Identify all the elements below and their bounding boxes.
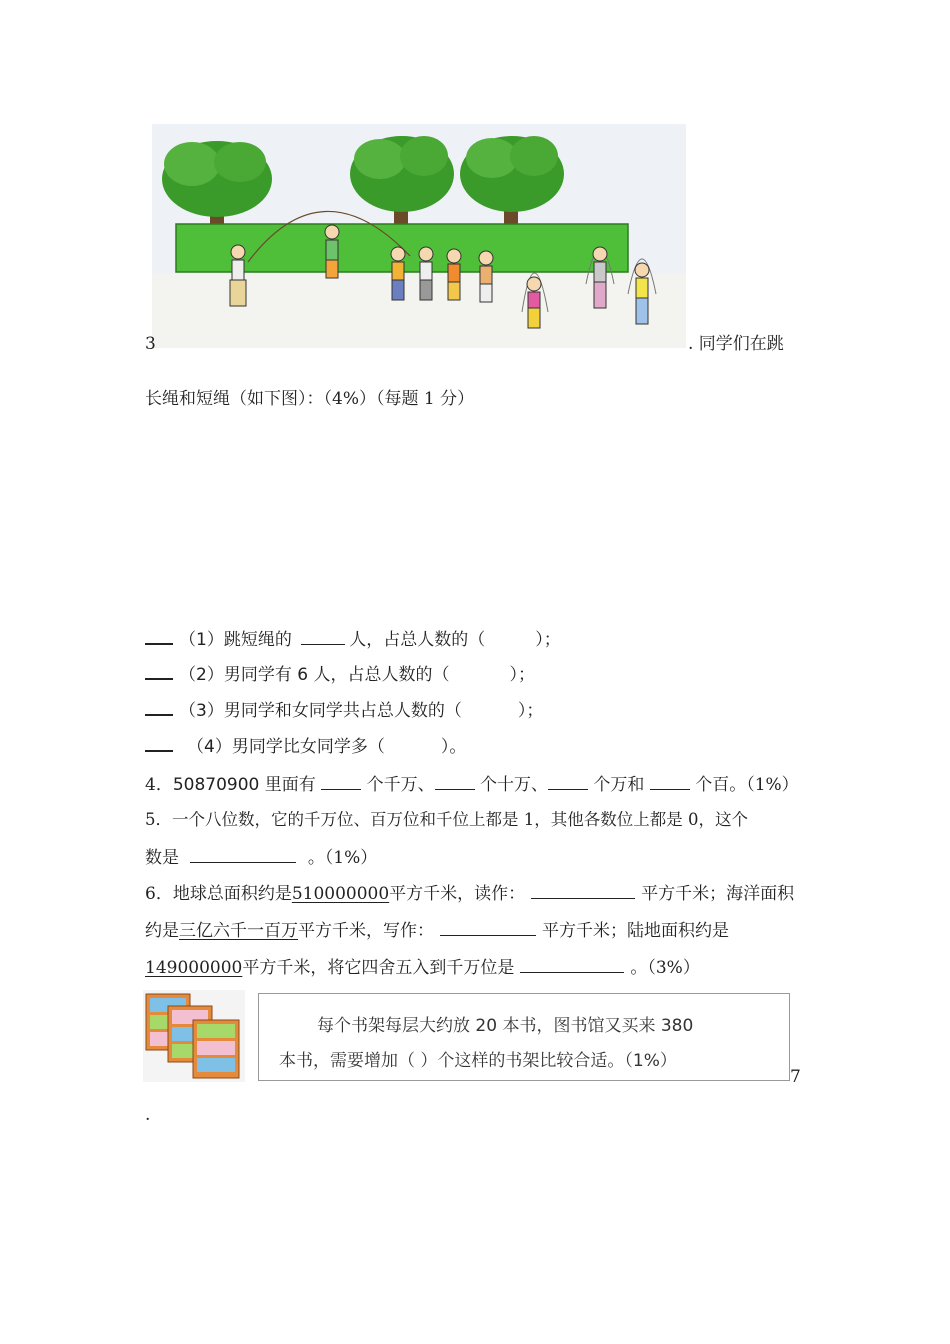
answer-blank[interactable] bbox=[531, 882, 635, 899]
question-3-item-4: （4）男同学比女同学多（ ）。 bbox=[145, 736, 466, 758]
question-7-box bbox=[258, 993, 790, 1081]
answer-mark bbox=[145, 702, 173, 716]
question-6-line-2: 约是三亿六千一百万平方千米，写作： 平方千米；陆地面积约是 bbox=[145, 921, 729, 941]
question-3-number: 3 bbox=[145, 334, 156, 354]
answer-blank[interactable] bbox=[520, 956, 624, 973]
question-7-number: 7 bbox=[790, 1067, 801, 1087]
question-7-line-2: 本书，需要增加（ ）个这样的书架比较合适。（1%） bbox=[279, 1051, 677, 1071]
jump-rope-illustration bbox=[152, 124, 686, 348]
answer-blank[interactable] bbox=[321, 773, 361, 790]
question-4: 4．50870900 里面有 个千万、 个十万、 个万和 个百。（1%） bbox=[145, 775, 799, 795]
answer-blank[interactable] bbox=[440, 919, 536, 936]
question-3-item-3: （3）男同学和女同学共占总人数的（ ）； bbox=[145, 700, 543, 722]
question-6-line-1: 6．地球总面积约是510000000平方千米，读作： 平方千米；海洋面积 bbox=[145, 884, 795, 904]
bookshelf-image bbox=[143, 990, 245, 1082]
question-7-line-1: 每个书架每层大约放 20 本书，图书馆又买来 380 bbox=[317, 1016, 694, 1036]
question-7-dot: . bbox=[145, 1105, 151, 1125]
answer-blank[interactable] bbox=[301, 628, 345, 645]
answer-blank[interactable] bbox=[548, 773, 588, 790]
question-3-intro-tail: . 同学们在跳 bbox=[688, 334, 784, 354]
question-6-line-3: 149000000平方千米，将它四舍五入到千万位是 。（3%） bbox=[145, 958, 700, 978]
answer-blank[interactable] bbox=[190, 846, 296, 863]
question-5-line-2: 数是 。（1%） bbox=[145, 848, 378, 868]
question-3-item-1: （1）跳短绳的 人，占总人数的（ ）； bbox=[145, 628, 561, 651]
answer-blank[interactable] bbox=[435, 773, 475, 790]
bookshelf-icon bbox=[193, 1020, 239, 1078]
question-5-line-1: 5．一个八位数，它的千万位、百万位和千位上都是 1，其他各数位上都是 0，这个 bbox=[145, 810, 748, 829]
answer-blank[interactable] bbox=[650, 773, 690, 790]
answer-mark bbox=[145, 666, 173, 680]
question-3-intro: 长绳和短绳（如下图）：（4%）（每题 1 分） bbox=[145, 389, 475, 409]
answer-mark bbox=[145, 738, 173, 752]
answer-mark bbox=[145, 631, 173, 645]
question-3-item-2: （2）男同学有 6 人，占总人数的（ ）； bbox=[145, 664, 535, 686]
